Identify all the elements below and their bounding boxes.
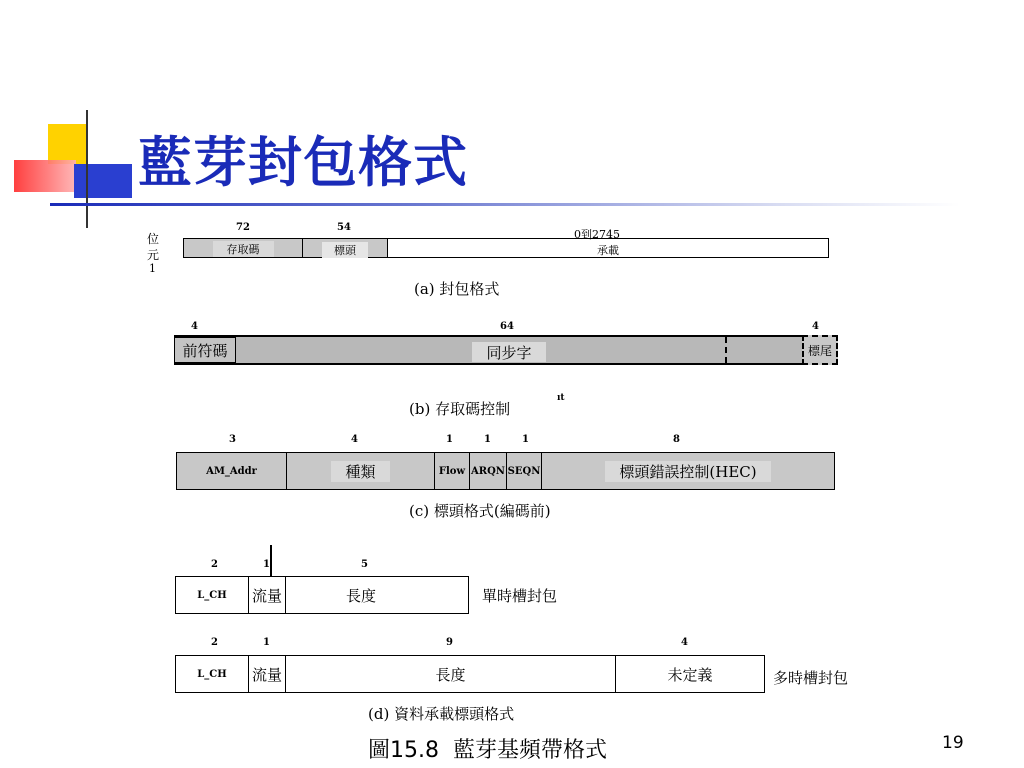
bits-label-3: 1 <box>149 262 156 275</box>
decor-red-square <box>14 160 76 192</box>
caption-b: (b) 存取碼控制 <box>409 400 511 418</box>
figure-caption: 圖15.8 藍芽基頻帶格式 <box>368 738 607 763</box>
field-length: 長度 <box>286 656 616 692</box>
field-length: 長度 <box>346 586 377 605</box>
multi-slot-label: 多時槽封包 <box>773 669 849 687</box>
field-arqn: ARQN <box>470 453 507 489</box>
width-label: 64 <box>500 321 514 332</box>
caption-a: (a) 封包格式 <box>414 280 500 298</box>
field-trailer: 標尾 <box>802 335 838 365</box>
field-payload: 承載 <box>597 244 619 257</box>
width-label: 1 <box>263 559 270 570</box>
single-slot-label: 單時槽封包 <box>482 587 558 605</box>
decor-vertical-line <box>86 110 88 228</box>
width-label: 0到2745 <box>574 228 620 241</box>
decor-yellow-square <box>48 124 88 164</box>
tick-line <box>270 545 272 577</box>
width-label: 72 <box>236 222 250 233</box>
width-label: 3 <box>229 434 236 445</box>
bits-label-2: 元 <box>147 248 160 262</box>
width-label: 4 <box>351 434 358 445</box>
width-label: 4 <box>681 637 688 648</box>
width-label: 1 <box>263 637 270 648</box>
field-seqn: SEQN <box>507 453 542 489</box>
packet-format-bar <box>183 238 829 258</box>
field-access-code: 存取碼 <box>184 239 303 257</box>
decor-blue-square <box>74 164 132 198</box>
multi-slot-bar <box>175 655 765 693</box>
single-slot-bar <box>175 576 469 614</box>
width-label: 54 <box>337 222 351 233</box>
width-label: 4 <box>812 321 819 332</box>
width-label: 8 <box>673 434 680 445</box>
caption-c: (c) 標頭格式(編碼前) <box>409 502 551 520</box>
field-flow: Flow <box>435 453 470 489</box>
access-code-bar <box>174 335 836 365</box>
field-am-addr: AM_Addr <box>177 453 287 489</box>
field-l-ch: L_CH <box>176 656 249 692</box>
bits-label-1: 位 <box>147 232 160 246</box>
field-l-ch: L_CH <box>176 577 249 613</box>
width-label: 4 <box>191 321 198 332</box>
page-title: 藍芽封包格式 <box>138 131 468 194</box>
width-label: 5 <box>361 559 368 570</box>
width-label: 1 <box>522 434 529 445</box>
width-label: 2 <box>211 637 218 648</box>
caption-d: (d) 資料承載標頭格式 <box>368 705 515 723</box>
field-type: 種類 <box>287 453 435 489</box>
header-format-bar <box>176 452 835 490</box>
decor-horizontal-line <box>50 203 960 206</box>
field-flow: 流量 <box>249 577 286 613</box>
field-header: 標頭 <box>303 239 388 257</box>
slide-number: 19 <box>942 733 964 753</box>
width-label: 1 <box>446 434 453 445</box>
width-label: 1 <box>484 434 491 445</box>
field-undefined: 未定義 <box>667 666 713 684</box>
width-label: 2 <box>211 559 218 570</box>
field-flow: 流量 <box>249 656 286 692</box>
field-sync-word: 同步字 <box>472 342 546 362</box>
dashed-divider <box>725 337 727 363</box>
stray-text: ıt <box>557 393 565 403</box>
field-hec: 標頭錯誤控制(HEC) <box>542 453 834 489</box>
width-label: 9 <box>446 637 453 648</box>
field-preamble: 前符碼 <box>174 337 236 363</box>
